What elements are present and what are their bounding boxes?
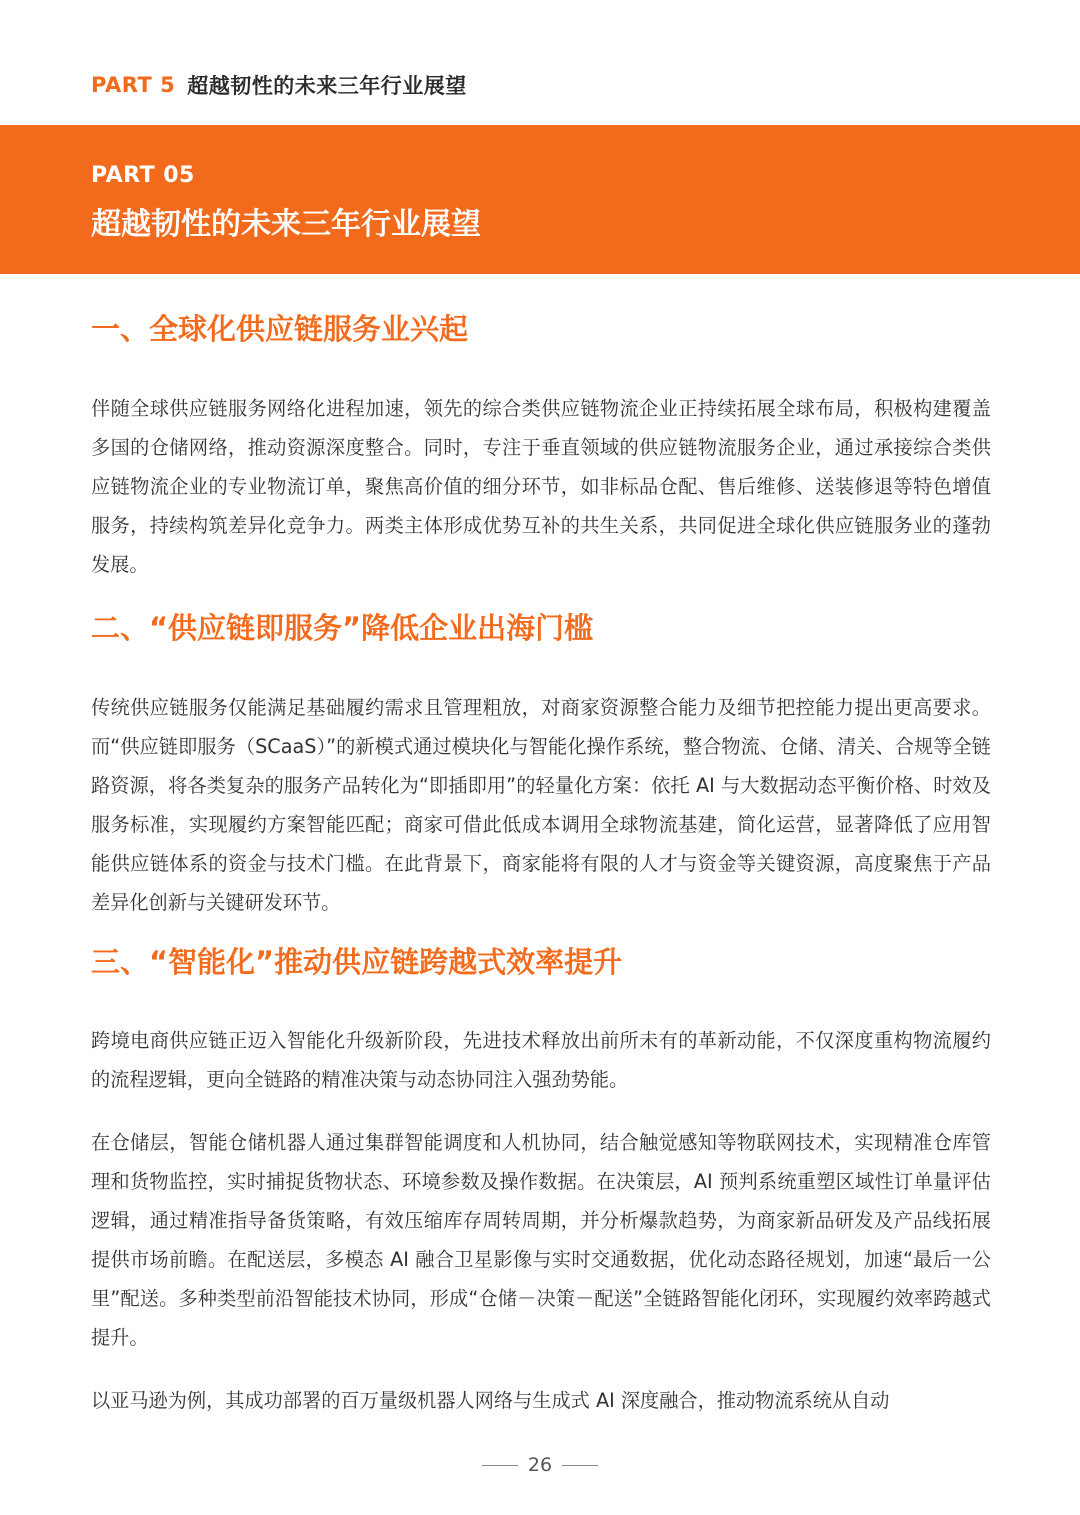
- section-2-heading: 二、“供应链即服务”降低企业出海门槛: [91, 611, 594, 645]
- running-header-title: 超越韧性的未来三年行业展望: [187, 74, 467, 98]
- section-3-paragraph-2: 在仓储层，智能仓储机器人通过集群智能调度和人机协同，结合触觉感知等物联网技术，实现精准仓库管理和货物监控，实时捕捉货物状态、环境参数及操作数据。在决策层，AI 预判系统重塑区域性订单量评估逻辑，通过精准指导备货策略，有效压缩库存周转周期，并分析爆款趋势，为商家新品研发及产品线拓展提供市场前瞻。在配送层，多模态 AI 融合卫星影像与实时交通数据，优化动态路径规划，加速“最后一公里”配送。多种类型前沿智能技术协同，形成“仓储－决策－配送”全链路智能化闭环，实现履约效率跨越式提升。: [91, 1131, 991, 1349]
- section-3-heading: 三、“智能化”推动供应链跨越式效率提升: [91, 945, 623, 979]
- running-header-part: PART 5: [91, 73, 176, 97]
- footer-rule-left: [482, 1465, 518, 1466]
- banner-kicker: PART 05: [91, 163, 195, 188]
- section-3-paragraph-3: 以亚马逊为例，其成功部署的百万量级机器人网络与生成式 AI 深度融合，推动物流系统从自动: [91, 1389, 890, 1412]
- running-header: [91, 68, 467, 102]
- section-3-paragraph-1: 跨境电商供应链正迈入智能化升级新阶段，先进技术释放出前所未有的革新动能，不仅深度重构物流履约的流程逻辑，更向全链路的精准决策与动态协同注入强劲势能。: [91, 1029, 991, 1091]
- section-2-paragraph-1: 传统供应链服务仅能满足基础履约需求且管理粗放，对商家资源整合能力及细节把控能力提出更高要求。而“供应链即服务（SCaaS）”的新模式通过模块化与智能化操作系统，整合物流、仓储、清关、合规等全链路资源，将各类复杂的服务产品转化为“即插即用”的轻量化方案：依托 AI 与大数据动态平衡价格、时效及服务标准，实现履约方案智能匹配；商家可借此低成本调用全球物流基建，简化运营，显著降低了应用智能供应链体系的资金与技术门槛。在此背景下，商家能将有限的人才与资金等关键资源，高度聚焦于产品差异化创新与关键研发环节。: [91, 696, 991, 914]
- page-number: 26: [527, 1454, 553, 1476]
- footer-rule-right: [562, 1465, 598, 1466]
- section-1-paragraph-1: 伴随全球供应链服务网络化进程加速，领先的综合类供应链物流企业正持续拓展全球布局，积极构建覆盖多国的仓储网络，推动资源深度整合。同时，专注于垂直领域的供应链物流服务企业，通过承接综合类供应链物流企业的专业物流订单，聚焦高价值的细分环节，如非标品仓配、售后维修、送装修退等特色增值服务，持续构筑差异化竞争力。两类主体形成优势互补的共生关系，共同促进全球化供应链服务业的蓬勃发展。: [91, 397, 991, 576]
- page-footer: [0, 1450, 1080, 1480]
- part-banner: [0, 125, 1080, 274]
- section-1-heading: 一、全球化供应链服务业兴起: [91, 312, 469, 346]
- banner-heading: 超越韧性的未来三年行业展望: [91, 207, 481, 242]
